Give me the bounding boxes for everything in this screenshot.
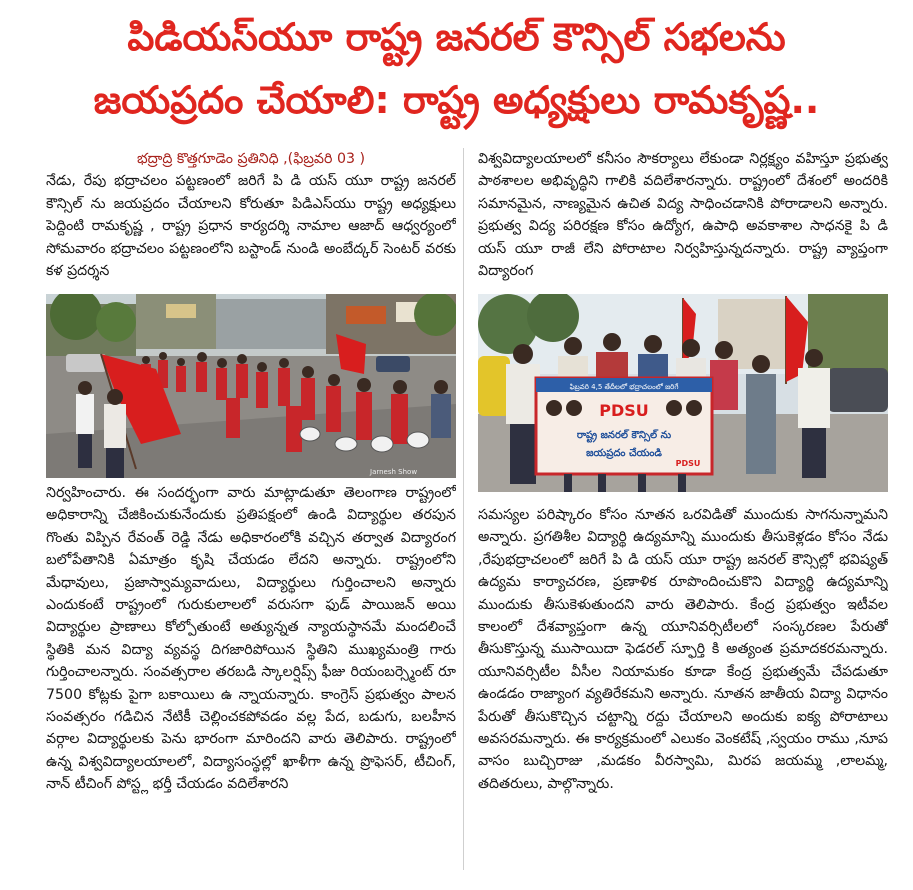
banner-line-2: జయప్రదం చేయండి xyxy=(586,448,662,459)
article-paragraph-3: విశ్వవిద్యాలయాలలో కనీసం సౌకర్యాలు లేకుండా నిర్లక్ష్యం వహిస్తూ ప్రభుత్వ పాఠశాలల అభివృద్ధిని గాలికి వదిలేశారన్నారు. రాష్ట్రంలో దేశంలో అందరికి సమానమైన, నాణ్యమైన ఉచిత విద్య సాధించడానికి పోరాడాలని అన్నారు. ప్రభుత్వ విద్య పరిరక్షణ కోసం ఉద్యోగ, ఉపాధి అవకాశాల సాధనకై పి డి యస్ యూ రాజీ లేని పోరాటాల నిర్వహిస్తున్నదన్నారు. రాష్ట్ర వ్యాప్తంగా విద్యారంగ xyxy=(478,151,888,280)
headline-line-1: పిడియస్‌యూ రాష్ట్ర జనరల్ కౌన్సిల్ సభలను xyxy=(127,15,786,59)
article-paragraph-4: సమస్యల పరిష్కారం కోసం నూతన ఒరవిడితో ముందుకు సాగనున్నామని అన్నారు. ప్రగతిశీల విద్యార్థి ఉద్యమాన్ని ముందుకు తీసుకెళ్లడం కోసం నేడు ,రేపుభద్రాచలంలో జరిగే పి డి యస్ యూ రాష్ట్ర జనరల్ కౌన్సిల్లో భవిష్యత్ ఉద్యమ కార్యాచరణ, ప్రణాళిక రూపొందించుకొని విద్యార్థి ఉద్యమాన్ని ముందుకు తీసుకెళుతుందని వారు తెలిపారు. కేంద్ర ప్రభుత్వం ఇటీవల కాలంలో దేశవ్యాప్తంగా ఉన్న యూనివర్సిటీలలో సంస్కరణల పేరుతో తీసుకొస్తున్న ముసాయిదా ఫెడరల్ స్ఫూర్తి కి అత్యంత ప్రమాదకరమన్నారు. యూనివర్సిటీల వీసీల నియామకం కూడా కేంద్ర ప్రభుత్వమే చేపడుతూ ఉండడం రాజ్యాంగ వ్యతిరేకమని అన్నారు. నూతన జాతీయ విద్యా విధానం పేరుతో తీసుకొచ్చిన చట్టాన్ని రద్దు చేయాలని అందుకు ఐక్య పోరాటాలు అవసరమన్నారు. ఈ కార్యక్రమంలో ఎలుకం వెంకటేష్ ,స్వయం రాము ,నూప వాసం బుచ్చిరాజు ,మడకం వీరస్వామి, మిరప జయమ్మ ,లాలమ్మ, తదితరులు, పాల్గొన్నారు. xyxy=(478,507,888,792)
photo-watermark: Jarnesh Show xyxy=(370,468,418,476)
banner-title: PDSU xyxy=(599,401,649,420)
headline-line-2: జయప్రదం చేయాలి: రాష్ట్ర అధ్యక్షులు రామకృష్ణ.. xyxy=(93,78,820,122)
dateline: భద్రాద్రి కొత్తగూడెం ప్రతినిధి ,(ఫిబ్రవరి 03 ) xyxy=(136,151,366,167)
left-column-bottom xyxy=(46,482,456,872)
right-column-top xyxy=(478,148,888,290)
left-column-top xyxy=(46,148,456,290)
banner-top-text: ఫిబ్రవరి 4,5 తేదీలలో భద్రాచలంలో జరిగే xyxy=(569,383,679,391)
banner-group-photo xyxy=(478,294,888,492)
column-divider xyxy=(463,148,464,870)
banner-line-1: రాష్ట్ర జనరల్ కౌన్సిల్ ను xyxy=(576,430,672,441)
banner-badge: PDSU xyxy=(675,459,701,468)
article-paragraph-2: నిర్వహించారు. ఈ సందర్భంగా వారు మాట్లాడుతూ తెలంగాణ రాష్ట్రంలో అధికారాన్ని చేజికించుకునేందుకు ప్రతిపక్షంలో ఉండి విద్యార్థుల తరపున గొంతు విప్పిన రేవంత్ రెడ్డి నేడు అధికారంలోకి వచ్చిన తర్వాత విద్యారంగ బలోపేతానికి ఏమాత్రం కృషి చేయడం లేదని అన్నారు. రాష్ట్రంలోని మేధావులు, ప్రజాస్వామ్యవాదులు, విద్యార్థులు గుర్తించాలని అన్నారు ఎందుకంటే రాష్ట్రంలో గురుకులాలలో వరుసగా ఫుడ్ పాయిజన్ అయి విద్యార్థుల ప్రాణాలు కోల్పోతుంటే అత్యున్నత న్యాయస్థానమే మందలించే స్థితికి మన విద్యా వ్యవస్థ దిగజారిపోయిన స్థితిని ముఖ్యమంత్రి గారు గుర్తించాలన్నారు. సంవత్సరాల తరబడి స్కాలర్షిప్స్ ఫీజు రియంబర్స్మెంట్ రూ 7500 కోట్లకు పైగా బకాయిలు ఉ న్నాయన్నారు. కాంగ్రెస్ ప్రభుత్వం పాలన సంవత్సరం గడిచిన నేటికీ చెల్లించకపోవడం వల్ల పేద, బడుగు, బలహీన వర్గాల విద్యార్థులకు పెను భారంగా మారిందని వారు తెలిపారు. రాష్ట్రంలో ఉన్న విశ్వవిద్యాలయాలలో, విద్యాసంస్థల్లో ఖాళీగా ఉన్న ప్రొఫెసర్, టీచింగ్, నాన్ టీచింగ్ పోస్ట్ల భర్తీ చేయడం వదిలేశారని xyxy=(46,485,456,793)
rally-photo xyxy=(46,294,456,478)
article-paragraph-1: నేడు, రేపు భద్రాచలం పట్టణంలో జరిగే పి డి యస్ యూ రాష్ట్ర జనరల్ కౌన్సిల్ ను జయప్రదం చేయాలని కోరుతూ పిడిఎస్‌యు రాష్ట్ర అధ్యక్షులు పెద్దింటి రామకృష్ణ , రాష్ట్ర ప్రధాన కార్యదర్శి నామాల ఆజాద్ ఆధ్వర్యంలో సోమవారం భద్రాచలం పట్టణంలోని బస్టాండ్ నుండి అంబేద్కర్ సెంటర్ వరకు కళ ప్రదర్శన xyxy=(46,173,456,280)
right-column-bottom xyxy=(478,504,888,872)
